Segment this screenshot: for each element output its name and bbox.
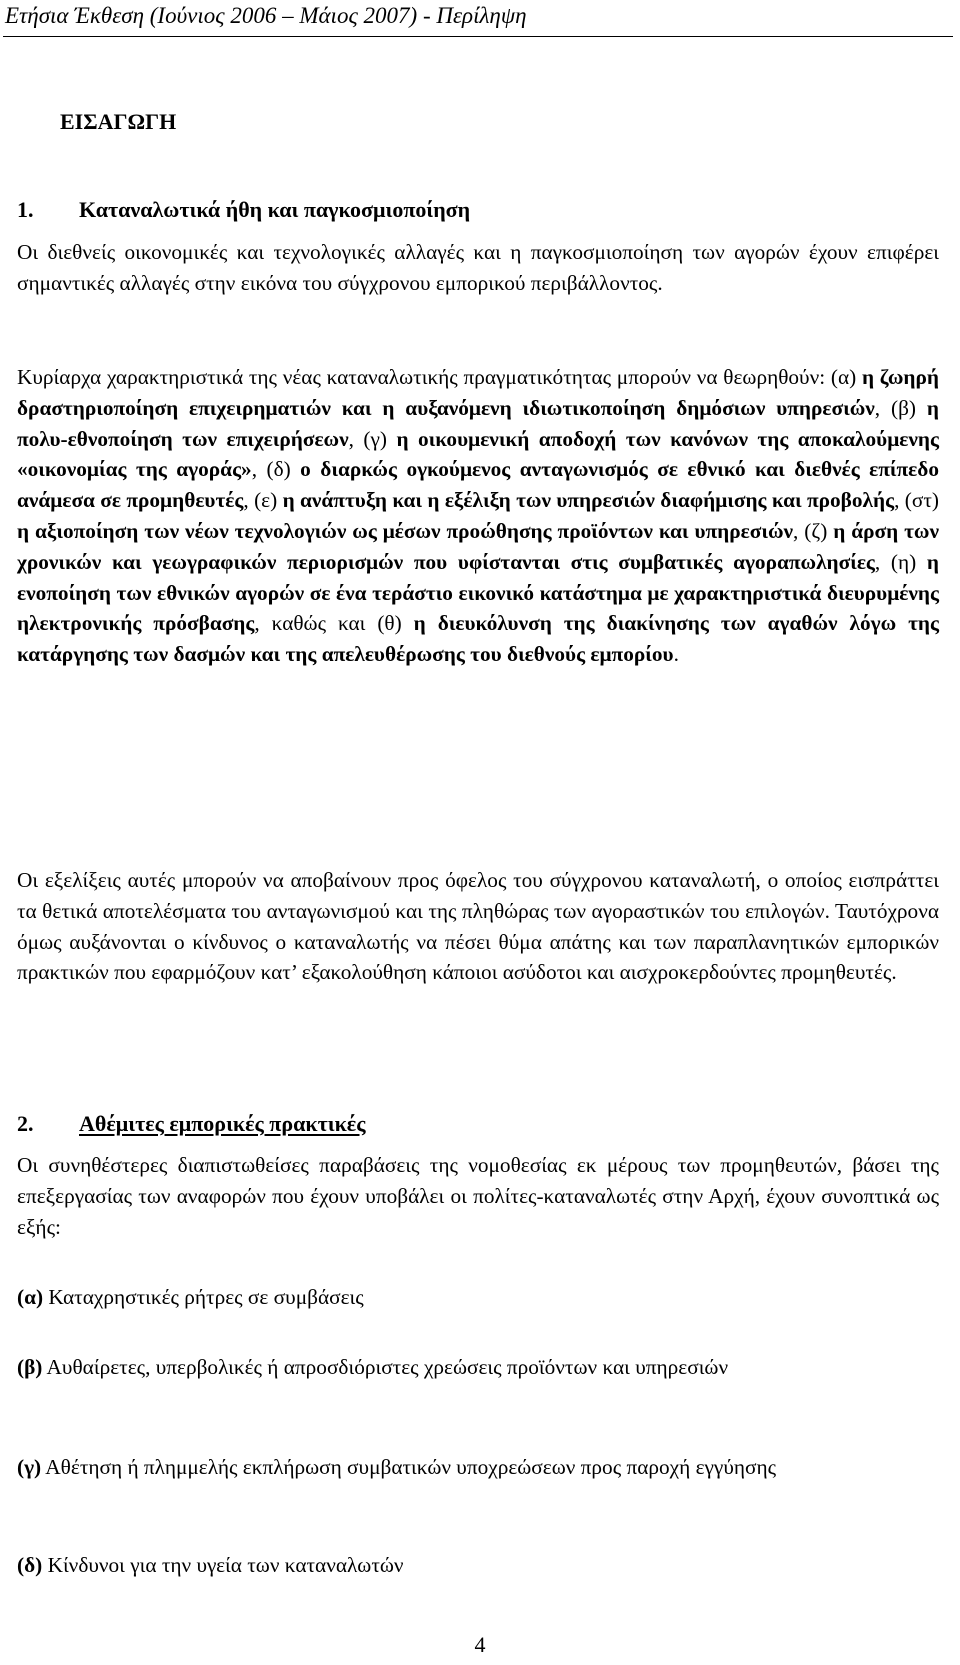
paragraph-2-bold-st: η αξιοποίηση των νέων τεχνολογιών ως μέσων προώθησης προϊόντων και υπηρεσιών — [17, 518, 794, 543]
list-item-text: Κίνδυνοι για την υγεία των καταναλωτών — [42, 1553, 404, 1577]
section-1-heading — [17, 195, 470, 225]
section-2-number: 2. — [17, 1111, 34, 1136]
paragraph-2-text: , (στ) — [894, 488, 939, 513]
paragraph-2-text: , (ε) — [243, 488, 283, 513]
running-header: Ετήσια Έκθεση (Ιούνιος 2006 – Μάιος 2007) - Περίληψη — [5, 3, 527, 28]
section-2-title: Αθέμιτες εμπορικές πρακτικές — [79, 1111, 366, 1136]
paragraph-2-text: , (ζ) — [793, 518, 834, 543]
section-2-paragraph-1: Οι συνηθέστερες διαπιστωθείσες παραβάσεις της νομοθεσίας εκ μέρους των προμηθευτών, βάσει της επεξεργασίας των αναφορών που έχουν υποβάλει οι πολίτες-καταναλωτές στην Αρχή, έχουν συνοπτικά ως εξής: — [17, 1153, 939, 1239]
paragraph-2-bold-b: η πολυ-εθνοποίηση των επιχειρήσεων — [17, 395, 939, 451]
list-item-marker: (δ) — [17, 1553, 43, 1577]
paragraph-2-bold-z: η άρση των χρονικών και γεωγραφικών περιορισμών που υφίστανται στις συμβατικές αγοραπωλησίες — [17, 518, 939, 574]
paragraph-2-bold-h: η ενοποίηση των εθνικών αγορών σε ένα τεράστιο εικονικό κατάστημα με χαρακτηριστικά διευρυμένης ηλεκτρονικής πρόσβασης — [17, 549, 940, 636]
list-item-b — [17, 1352, 939, 1383]
page-number: 4 — [474, 1632, 486, 1657]
paragraph-2-bold-d: ο διαρκώς ογκούμενος ανταγωνισμός σε εθνικό και διεθνές επίπεδο ανάμεσα σε προμηθευτές — [17, 457, 939, 513]
list-item-marker: (β) — [17, 1355, 43, 1379]
section-2-heading — [17, 1109, 365, 1139]
section-1-title: Καταναλωτικά ήθη και παγκοσμιοποίηση — [79, 197, 471, 222]
paragraph-2-text: , (β) — [874, 395, 927, 420]
section-1-paragraph-1: Οι διεθνείς οικονομικές και τεχνολογικές αλλαγές και η παγκοσμιοποίηση των αγορών έχουν επιφέρει σημαντικές αλλαγές στην εικόνα του σύγχρονου εμπορικού περιβάλλοντος. — [17, 240, 939, 295]
introduction-title: ΕΙΣΑΓΩΓΗ — [60, 109, 177, 134]
header-rule — [3, 36, 953, 37]
paragraph-2-text: . — [673, 642, 679, 667]
paragraph-2-bold-a: η ζωηρή δραστηριοποίηση επιχειρηματιών και η αυξανόμενη ιδιωτικοποίηση δημόσιων υπηρεσιών — [17, 365, 939, 420]
list-item-text: Αυθαίρετες, υπερβολικές ή απροσδιόριστες χρεώσεις προϊόντων και υπηρεσιών — [42, 1355, 729, 1379]
section-1-paragraph-3: Οι εξελίξεις αυτές μπορούν να αποβαίνουν προς όφελος του σύγχρονου καταναλωτή, ο οποίος εισπράττει τα θετικά αποτελέσματα του ανταγωνισμού και της πληθώρας των αγοραστικών του επιλογών. Ταυτόχρονα όμως αυξάνονται ο κίνδυνος ο καταναλωτής να πέσει θύμα απάτης και των παραπλανητικών εμπορικών πρακτικών που εφαρμόζουν κατ’ εξακολούθηση κάποιοι ασύδοτοι και αισχροκερδούντες προμηθευτές. — [17, 868, 939, 985]
section-1-number: 1. — [17, 197, 34, 222]
paragraph-2-text: , (η) — [874, 549, 927, 574]
paragraph-2-bold-c: η οικουμενική αποδοχή των κανόνων της αποκαλούμενης «οικονομίας της αγοράς» — [17, 426, 939, 482]
list-item-d — [17, 1550, 939, 1581]
paragraph-2-bold-e: η ανάπτυξη και η εξέλιξη των υπηρεσιών διαφήμισης και προβολής — [282, 488, 895, 513]
paragraph-2-bold-th: η διευκόλυνση της διακίνησης των αγαθών λόγω της κατάργησης των δασμών και της απελευθέρωσης του διεθνούς εμπορίου — [17, 611, 939, 667]
list-item-a — [17, 1282, 939, 1313]
paragraph-2-text: Κυρίαρχα χαρακτηριστικά της νέας καταναλωτικής πραγματικότητας μπορούν να θεωρηθούν: (α) — [17, 365, 862, 389]
list-item-c — [17, 1452, 939, 1483]
list-item-marker: (γ) — [17, 1455, 42, 1479]
list-item-text: Αθέτηση ή πλημμελής εκπλήρωση συμβατικών υποχρεώσεων προς παροχή εγγύησης — [41, 1455, 777, 1479]
paragraph-2-text: , (γ) — [348, 426, 397, 451]
paragraph-2-text: , καθώς και (θ) — [254, 611, 414, 636]
section-1-paragraph-2 — [17, 362, 939, 670]
list-item-text: Καταχρηστικές ρήτρες σε συμβάσεις — [43, 1285, 364, 1309]
list-item-marker: (α) — [17, 1285, 44, 1309]
paragraph-2-text: , (δ) — [251, 457, 301, 482]
